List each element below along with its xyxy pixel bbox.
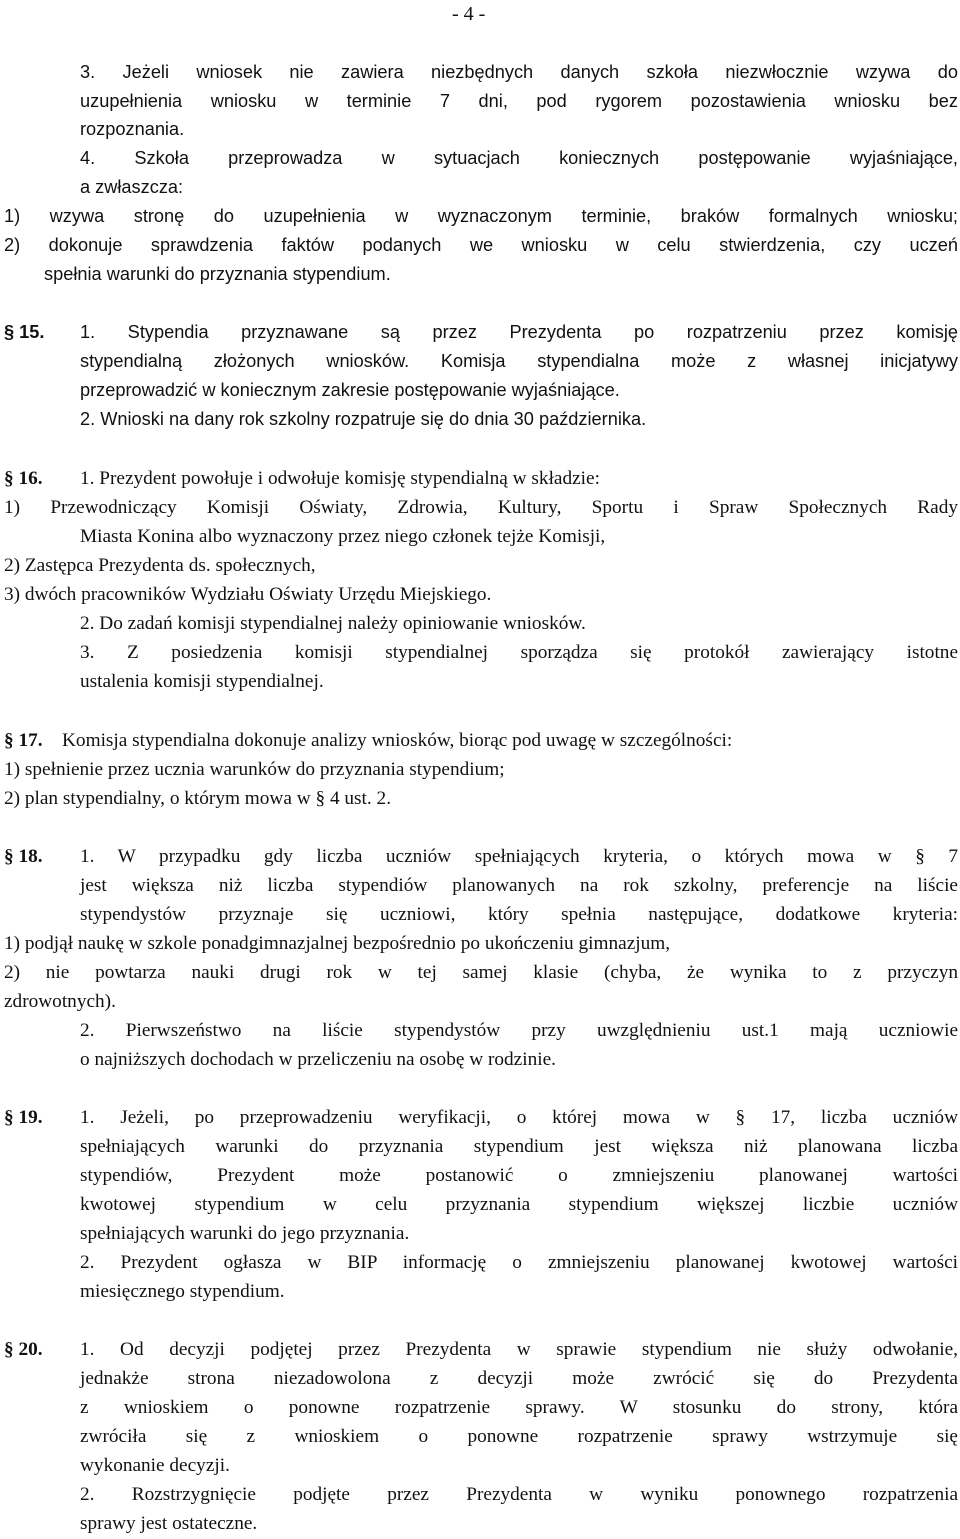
text-line: miesięcznego stypendium. (80, 1281, 285, 1302)
text-line: stypendystów przyznaje się uczniowi, który spełnia następujące, dodatkowe kryteria: (80, 904, 958, 925)
text-line: 2. Wnioski na dany rok szkolny rozpatruje się do dnia 30 października. (80, 409, 647, 429)
paragraph-number: § 17. (4, 730, 43, 751)
text-line: Miasta Konina albo wyznaczony przez niego członek tejże Komisji, (80, 526, 606, 547)
text-line: uzupełnienia wniosku w terminie 7 dni, pod rygorem pozostawienia wniosku bez (80, 91, 958, 111)
text-line: jednakże strona niezadowolona z decyzji może zwrócić się do Prezydenta (80, 1368, 958, 1389)
text-line: 1) spełnienie przez ucznia warunków do przyznania stypendium; (4, 759, 505, 780)
page-number: - 4 - (452, 3, 486, 25)
text-line: rozpoznania. (80, 119, 185, 139)
text-line: przeprowadzić w koniecznym zakresie postępowanie wyjaśniające. (80, 380, 620, 400)
text-line: 2. Rozstrzygnięcie podjęte przez Prezydenta w wyniku ponownego rozpatrzenia (80, 1484, 958, 1505)
text-line: z wnioskiem o ponowne rozpatrzenie sprawy. W stosunku do strony, która (80, 1397, 958, 1418)
text-line: 1. Prezydent powołuje i odwołuje komisję stypendialną w składzie: (80, 468, 600, 489)
paragraph-number: § 18. (4, 846, 43, 867)
text-line: ustalenia komisji stypendialnej. (80, 671, 324, 692)
text-line: Komisja stypendialna dokonuje analizy wniosków, biorąc pod uwagę w szczególności: (62, 730, 733, 751)
text-line: zwróciła się z wnioskiem o ponowne rozpatrzenie sprawy wstrzymuje się (80, 1426, 958, 1447)
text-line: 4. Szkoła przeprowadza w sytuacjach koniecznych postępowanie wyjaśniające, (80, 148, 958, 168)
text-line: spełniających warunki do jego przyznania. (80, 1223, 410, 1244)
text-line: sprawy jest ostateczne. (80, 1513, 258, 1534)
text-line: 1. Od decyzji podjętej przez Prezydenta w sprawie stypendium nie służy odwołanie, (80, 1339, 958, 1360)
text-line: 2) plan stypendialny, o którym mowa w § 4 ust. 2. (4, 788, 392, 809)
text-line: 2. Pierwszeństwo na liście stypendystów przy uwzględnieniu ust.1 mają uczniowie (80, 1020, 958, 1041)
text-line: wykonanie decyzji. (80, 1455, 230, 1476)
text-line: spełnia warunki do przyznania stypendium. (44, 264, 391, 284)
text-line: 1. Jeżeli, po przeprowadzeniu weryfikacji, o której mowa w § 17, liczba uczniów (80, 1107, 958, 1128)
text-line: a zwłaszcza: (80, 177, 184, 197)
text-line: kwotowej stypendium w celu przyznania stypendium większej liczbie uczniów (80, 1194, 958, 1215)
text-line: zdrowotnych). (4, 991, 116, 1012)
paragraph-number: § 16. (4, 468, 43, 489)
text-line: 1) Przewodniczący Komisji Oświaty, Zdrowia, Kultury, Sportu i Spraw Społecznych Rady (4, 497, 958, 518)
text-line: 1) podjął naukę w szkole ponadgimnazjalnej bezpośrednio po ukończeniu gimnazjum, (4, 933, 671, 954)
paragraph-number: § 19. (4, 1107, 43, 1128)
text-line: jest większa niż liczba stypendiów planowanych na rok szkolny, preferencje na liście (80, 875, 958, 896)
text-line: spełniających warunki do przyznania stypendium jest większa niż planowana liczba (80, 1136, 958, 1157)
text-line: 3) dwóch pracowników Wydziału Oświaty Urzędu Miejskiego. (4, 584, 492, 605)
text-line: 1. Stypendia przyznawane są przez Prezydenta po rozpatrzeniu przez komisję (80, 322, 958, 342)
text-line: 1) wzywa stronę do uzupełnienia w wyznaczonym terminie, braków formalnych wniosku; (4, 206, 958, 226)
text-line: 2) Zastępca Prezydenta ds. społecznych, (4, 555, 316, 576)
text-line: 2) dokonuje sprawdzenia faktów podanych we wniosku w celu stwierdzenia, czy uczeń (4, 235, 958, 255)
text-line: 3. Z posiedzenia komisji stypendialnej sporządza się protokół zawierający istotne (80, 642, 958, 663)
text-line: stypendiów, Prezydent może postanowić o zmniejszeniu planowanej wartości (80, 1165, 958, 1186)
paragraph-number: § 15. (4, 322, 45, 342)
text-line: o najniższych dochodach w przeliczeniu na osobę w rodzinie. (80, 1049, 556, 1070)
text-line: 2. Do zadań komisji stypendialnej należy opiniowanie wniosków. (80, 613, 586, 634)
text-line: 2. Prezydent ogłasza w BIP informację o zmniejszeniu planowanej kwotowej wartości (80, 1252, 958, 1273)
text-line: 1. W przypadku gdy liczba uczniów spełniających kryteria, o których mowa w § 7 (80, 846, 958, 867)
text-line: 2) nie powtarza nauki drugi rok w tej samej klasie (chyba, że wynika to z przyczyn (4, 962, 958, 983)
text-line: 3. Jeżeli wniosek nie zawiera niezbędnych danych szkoła niezwłocznie wzywa do (80, 62, 958, 82)
text-line: stypendialną złożonych wniosków. Komisja stypendialna może z własnej inicjatywy (80, 351, 958, 371)
paragraph-number: § 20. (4, 1339, 43, 1360)
